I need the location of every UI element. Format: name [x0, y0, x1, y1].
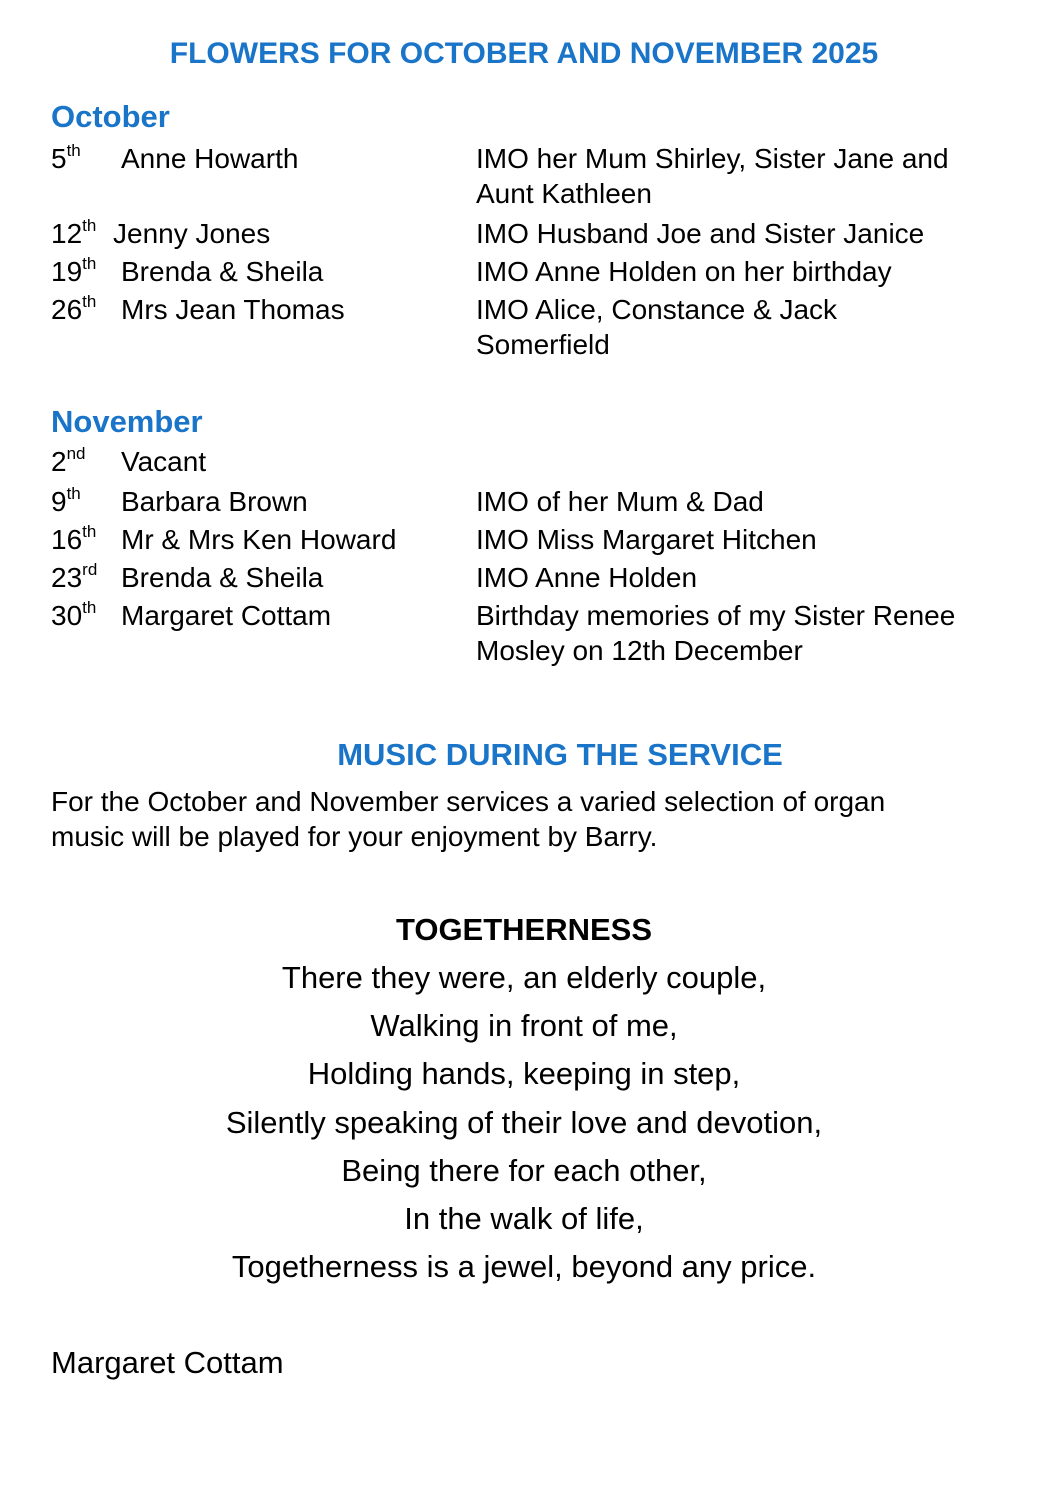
november-entry: [51, 560, 1011, 596]
poem-line: There they were, an elderly couple,: [281, 960, 767, 995]
november-heading: November: [51, 404, 203, 439]
entry-name: Margaret Cottam: [121, 600, 332, 631]
october-heading: October: [51, 99, 170, 134]
october-entry: [51, 141, 1011, 209]
entry-memo: IMO Husband Joe and Sister Janice: [476, 218, 925, 249]
october-entry: [51, 254, 1011, 290]
entry-date: 9th: [51, 484, 81, 517]
entry-date: 16th: [51, 522, 97, 555]
entry-date: 19th: [51, 254, 97, 287]
poem-line: Togetherness is a jewel, beyond any price.: [231, 1249, 817, 1284]
entry-name: Mrs Jean Thomas: [121, 294, 345, 325]
poem-line: Holding hands, keeping in step,: [307, 1056, 741, 1091]
entry-memo: Birthday memories of my Sister Renee Mosley on 12th December: [476, 600, 956, 666]
entry-name: Barbara Brown: [121, 486, 308, 517]
poem-line: Walking in front of me,: [370, 1008, 678, 1043]
november-entry: [51, 598, 1011, 666]
entry-name: Jenny Jones: [113, 218, 271, 249]
poem-line: Being there for each other,: [341, 1153, 707, 1188]
entry-memo: IMO Alice, Constance & Jack Somerfield: [476, 294, 838, 360]
entry-name: Vacant: [121, 446, 207, 477]
poem-line: Silently speaking of their love and devotion,: [225, 1105, 823, 1140]
november-entry: [51, 444, 1011, 480]
poem-line: In the walk of life,: [404, 1201, 644, 1236]
music-heading: MUSIC DURING THE SERVICE: [337, 737, 783, 772]
entry-date: 2nd: [51, 444, 86, 477]
entry-memo: IMO Anne Holden: [476, 562, 698, 593]
entry-name: Anne Howarth: [121, 143, 299, 174]
entry-date: 30th: [51, 598, 97, 631]
entry-memo: IMO Miss Margaret Hitchen: [476, 524, 817, 555]
entry-date: 12th: [51, 216, 97, 249]
entry-name: Brenda & Sheila: [121, 256, 324, 287]
entry-memo: IMO of her Mum & Dad: [476, 486, 764, 517]
october-entry: [51, 292, 1011, 360]
october-entry: [51, 216, 1011, 252]
entry-memo: IMO her Mum Shirley, Sister Jane and Aunt Kathleen: [476, 143, 949, 209]
page-title: FLOWERS FOR OCTOBER AND NOVEMBER 2025: [169, 37, 879, 70]
entry-memo: IMO Anne Holden on her birthday: [476, 256, 892, 287]
music-paragraph: For the October and November services a varied selection of organ music will be played for your enjoyment by Barry.: [51, 786, 886, 852]
entry-date: 23rd: [51, 560, 98, 593]
poem-author: Margaret Cottam: [51, 1345, 284, 1380]
entry-name: Mr & Mrs Ken Howard: [121, 524, 397, 555]
november-entry: [51, 522, 1011, 558]
entry-date: 5th: [51, 141, 81, 174]
entry-name: Brenda & Sheila: [121, 562, 324, 593]
november-entry: [51, 484, 1011, 520]
poem-title: TOGETHERNESS: [395, 912, 653, 947]
entry-date: 26th: [51, 292, 97, 325]
